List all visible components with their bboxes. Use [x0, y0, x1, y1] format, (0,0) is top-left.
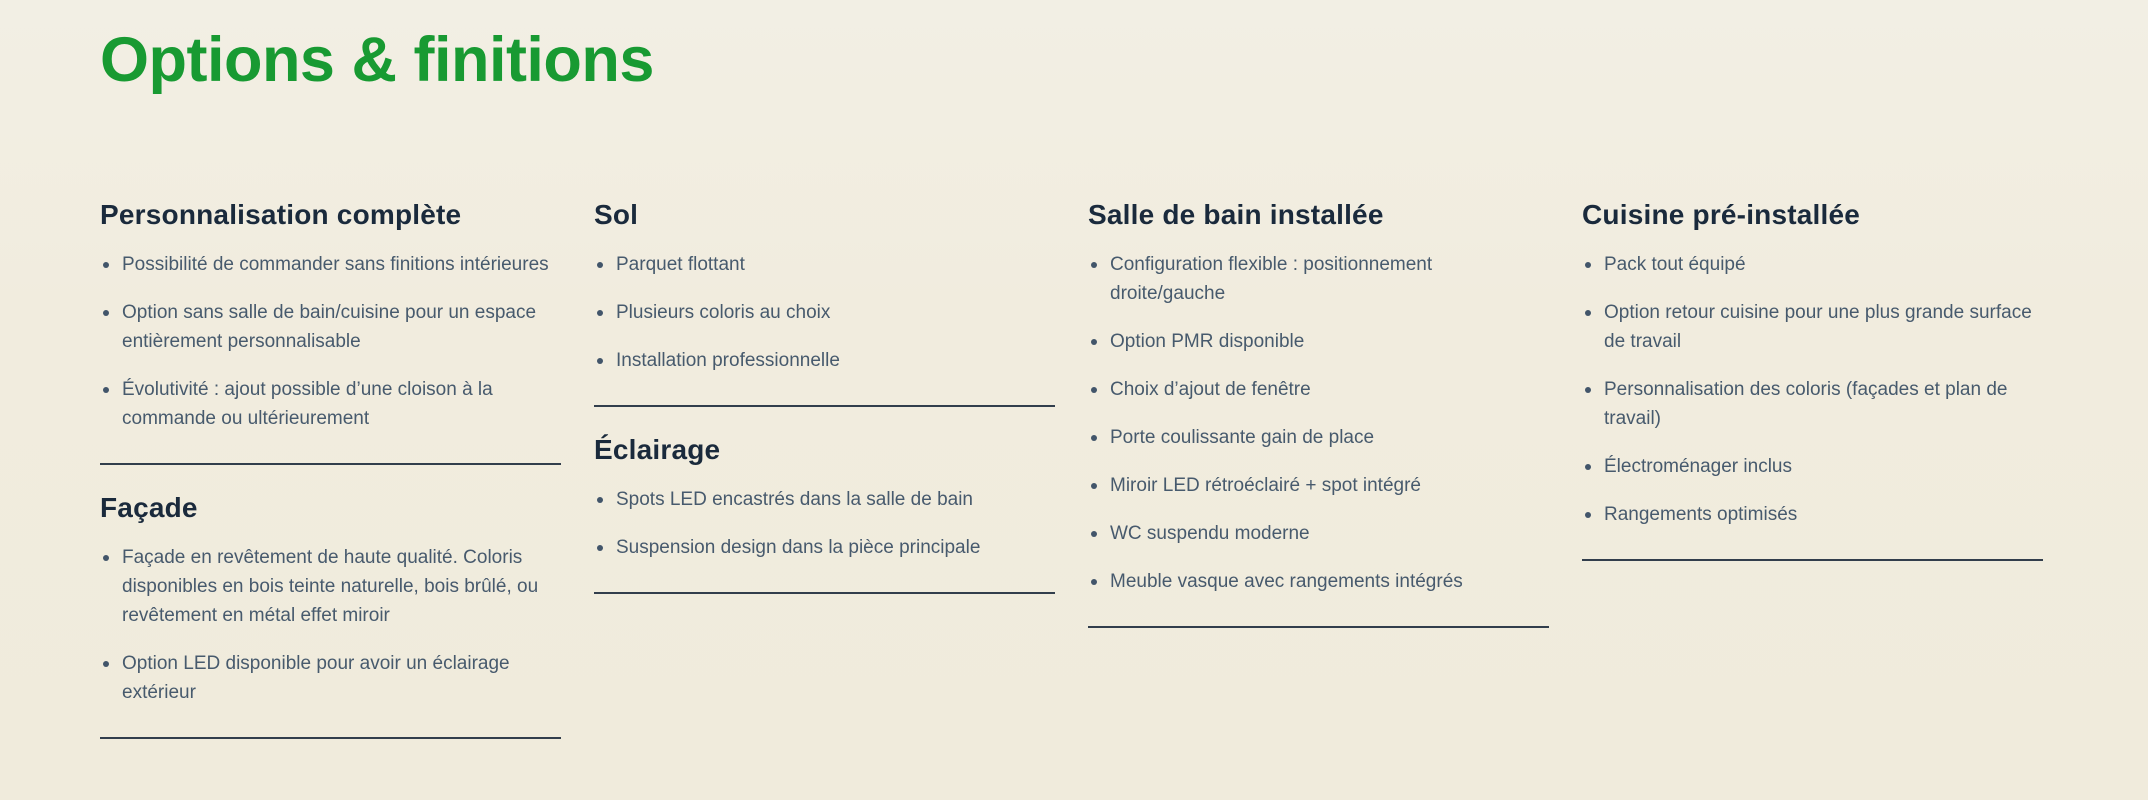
list-item: Façade en revêtement de haute qualité. Coloris disponibles en bois teinte naturelle, bois brûlé, ou revêtement en métal effet miroir — [100, 543, 561, 630]
list-item: Installation professionnelle — [594, 346, 1055, 375]
column-cuisine — [1582, 198, 2043, 561]
section-heading: Salle de bain installée — [1088, 199, 1384, 230]
bullet-list — [100, 250, 561, 433]
column-personnalisation-facade — [100, 198, 561, 739]
list-item: Suspension design dans la pièce principale — [594, 533, 1055, 562]
columns-container — [100, 198, 2058, 739]
list-item: Parquet flottant — [594, 250, 1055, 279]
list-item: WC suspendu moderne — [1088, 519, 1549, 548]
bullet-list — [100, 543, 561, 707]
list-item: Option retour cuisine pour une plus grande surface de travail — [1582, 298, 2043, 356]
section-heading: Façade — [100, 492, 198, 523]
section-personnalisation-complete — [100, 198, 561, 465]
page-title: Options & finitions — [100, 25, 654, 95]
bullet-list — [1582, 250, 2043, 529]
section-salle-de-bain — [1088, 198, 1549, 628]
section-cuisine — [1582, 198, 2043, 561]
list-item: Configuration flexible : positionnement droite/gauche — [1088, 250, 1549, 308]
list-item: Meuble vasque avec rangements intégrés — [1088, 567, 1549, 596]
list-item: Option LED disponible pour avoir un éclairage extérieur — [100, 649, 561, 707]
section-heading: Cuisine pré-installée — [1582, 199, 1861, 230]
list-item: Choix d’ajout de fenêtre — [1088, 375, 1549, 404]
section-divider — [594, 405, 1055, 407]
section-heading: Sol — [594, 199, 639, 230]
section-facade — [100, 491, 561, 739]
bullet-list — [594, 485, 1055, 562]
list-item: Plusieurs coloris au choix — [594, 298, 1055, 327]
section-divider — [594, 592, 1055, 594]
section-sol — [594, 198, 1055, 407]
column-salle-de-bain — [1088, 198, 1549, 628]
list-item: Porte coulissante gain de place — [1088, 423, 1549, 452]
section-divider — [1088, 626, 1549, 628]
list-item: Option sans salle de bain/cuisine pour un espace entièrement personnalisable — [100, 298, 561, 356]
bullet-list — [594, 250, 1055, 375]
list-item: Évolutivité : ajout possible d’une cloison à la commande ou ultérieurement — [100, 375, 561, 433]
section-divider — [1582, 559, 2043, 561]
list-item: Électroménager inclus — [1582, 452, 2043, 481]
section-heading: Éclairage — [594, 434, 721, 465]
list-item: Option PMR disponible — [1088, 327, 1549, 356]
section-heading: Personnalisation complète — [100, 199, 462, 230]
section-eclairage — [594, 433, 1055, 594]
list-item: Pack tout équipé — [1582, 250, 2043, 279]
list-item: Personnalisation des coloris (façades et plan de travail) — [1582, 375, 2043, 433]
section-divider — [100, 737, 561, 739]
list-item: Miroir LED rétroéclairé + spot intégré — [1088, 471, 1549, 500]
column-sol-eclairage — [594, 198, 1055, 594]
list-item: Spots LED encastrés dans la salle de bain — [594, 485, 1055, 514]
section-divider — [100, 463, 561, 465]
list-item: Possibilité de commander sans finitions intérieures — [100, 250, 561, 279]
list-item: Rangements optimisés — [1582, 500, 2043, 529]
bullet-list — [1088, 250, 1549, 596]
